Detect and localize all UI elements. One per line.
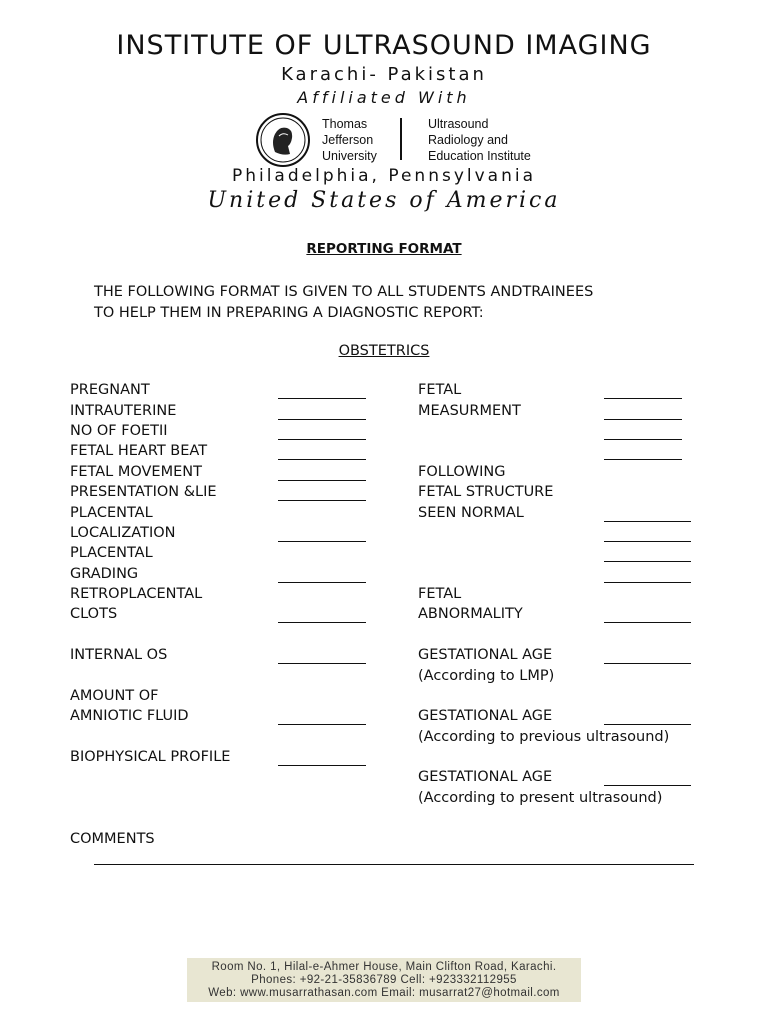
label-presentation-lie: PRESENTATION &LIE [70, 484, 217, 500]
blank-internal-os[interactable] [278, 663, 366, 664]
label-gestational-age-lmp: GESTATIONAL AGE [418, 647, 553, 663]
blank-fetal-measurement-1[interactable] [604, 398, 682, 399]
label-seen-normal: SEEN NORMAL [418, 505, 524, 521]
blank-fetal-movement[interactable] [278, 480, 366, 481]
label-fetal-heart-beat: FETAL HEART BEAT [70, 443, 208, 459]
label-intrauterine: INTRAUTERINE [70, 403, 177, 419]
label-amount-of: AMOUNT OF [70, 688, 159, 704]
blank-biophysical-profile[interactable] [278, 765, 366, 766]
institute-location: Karachi- Pakistan [281, 64, 487, 85]
blank-fetal-measurement-4[interactable] [604, 459, 682, 460]
header-city: Philadelphia, Pennsylvania [231, 166, 537, 186]
blank-fetal-structure-1[interactable] [604, 521, 691, 522]
label-abnormality: ABNORMALITY [418, 606, 523, 622]
blank-pregnant[interactable] [278, 398, 366, 399]
blank-retroplacental-clots[interactable] [278, 622, 366, 623]
header-divider [400, 118, 402, 160]
label-pregnant: PREGNANT [70, 382, 150, 398]
label-fetal: FETAL [418, 382, 462, 398]
label-retroplacental: RETROPLACENTAL [70, 586, 203, 602]
blank-no-of-foetii[interactable] [278, 439, 366, 440]
blank-gestational-age-lmp[interactable] [604, 663, 691, 664]
blank-presentation-lie[interactable] [278, 500, 366, 501]
intro-text: THE FOLLOWING FORMAT IS GIVEN TO ALL STUDENTS ANDTRAINEES TO HELP THEM IN PREPARING A DIAGNOSTIC REPORT: [94, 284, 594, 321]
page-heading: REPORTING FORMAT [306, 241, 462, 257]
blank-fetal-measurement-3[interactable] [604, 439, 682, 440]
label-grading: GRADING [70, 566, 139, 582]
affiliated-with: Affiliated With [297, 88, 471, 107]
ultrasound-institute: Ultrasound Radiology and Education Institute [428, 117, 531, 163]
blank-fetal-structure-3[interactable] [604, 561, 691, 562]
label-internal-os: INTERNAL OS [70, 647, 168, 663]
blank-placental-localization[interactable] [278, 541, 366, 542]
label-clots: CLOTS [70, 606, 118, 622]
blank-intrauterine[interactable] [278, 419, 366, 420]
label-fetal-structure: FETAL STRUCTURE [418, 484, 554, 500]
blank-gestational-age-present[interactable] [604, 785, 691, 786]
label-amniotic-fluid: AMNIOTIC FLUID [70, 708, 189, 724]
section-title: OBSTETRICS [338, 343, 430, 359]
institute-title: INSTITUTE OF ULTRASOUND IMAGING [116, 30, 652, 61]
header-country: United States of America [207, 188, 561, 213]
label-according-present: (According to present ultrasound) [418, 790, 663, 806]
label-no-of-foetii: NO OF FOETII [70, 423, 168, 439]
label-placental: PLACENTAL [70, 505, 153, 521]
blank-gestational-age-previous[interactable] [604, 724, 691, 725]
label-gestational-age-present: GESTATIONAL AGE [418, 769, 553, 785]
blank-fetal-structure-2[interactable] [604, 541, 691, 542]
footer-contact: Room No. 1, Hilal-e-Ahmer House, Main Clifton Road, Karachi. Phones: +92-21-35836789 Cell: +923332112955 Web: www.musarrathasan.com Email: musarrat27@hotmail.com [208, 961, 560, 999]
label-fetal-2: FETAL [418, 586, 462, 602]
label-fetal-movement: FETAL MOVEMENT [70, 464, 202, 480]
blank-fetal-measurement-2[interactable] [604, 419, 682, 420]
comments-line[interactable] [94, 864, 694, 865]
label-localization: LOCALIZATION [70, 525, 176, 541]
label-according-previous: (According to previous ultrasound) [418, 729, 670, 745]
blank-placental-grading[interactable] [278, 582, 366, 583]
label-biophysical-profile: BIOPHYSICAL PROFILE [70, 749, 231, 765]
label-gestational-age-previous: GESTATIONAL AGE [418, 708, 553, 724]
blank-fetal-heart-beat[interactable] [278, 459, 366, 460]
label-measurment: MEASURMENT [418, 403, 521, 419]
university-seal-logo [255, 112, 311, 168]
label-according-lmp: (According to LMP) [418, 668, 555, 684]
blank-amniotic-fluid[interactable] [278, 724, 366, 725]
thomas-jefferson-university: Thomas Jefferson University [322, 117, 377, 163]
label-following: FOLLOWING [418, 464, 506, 480]
comments-label: COMMENTS [70, 831, 155, 847]
label-placental-2: PLACENTAL [70, 545, 153, 561]
blank-fetal-structure-4[interactable] [604, 582, 691, 583]
blank-fetal-abnormality[interactable] [604, 622, 691, 623]
